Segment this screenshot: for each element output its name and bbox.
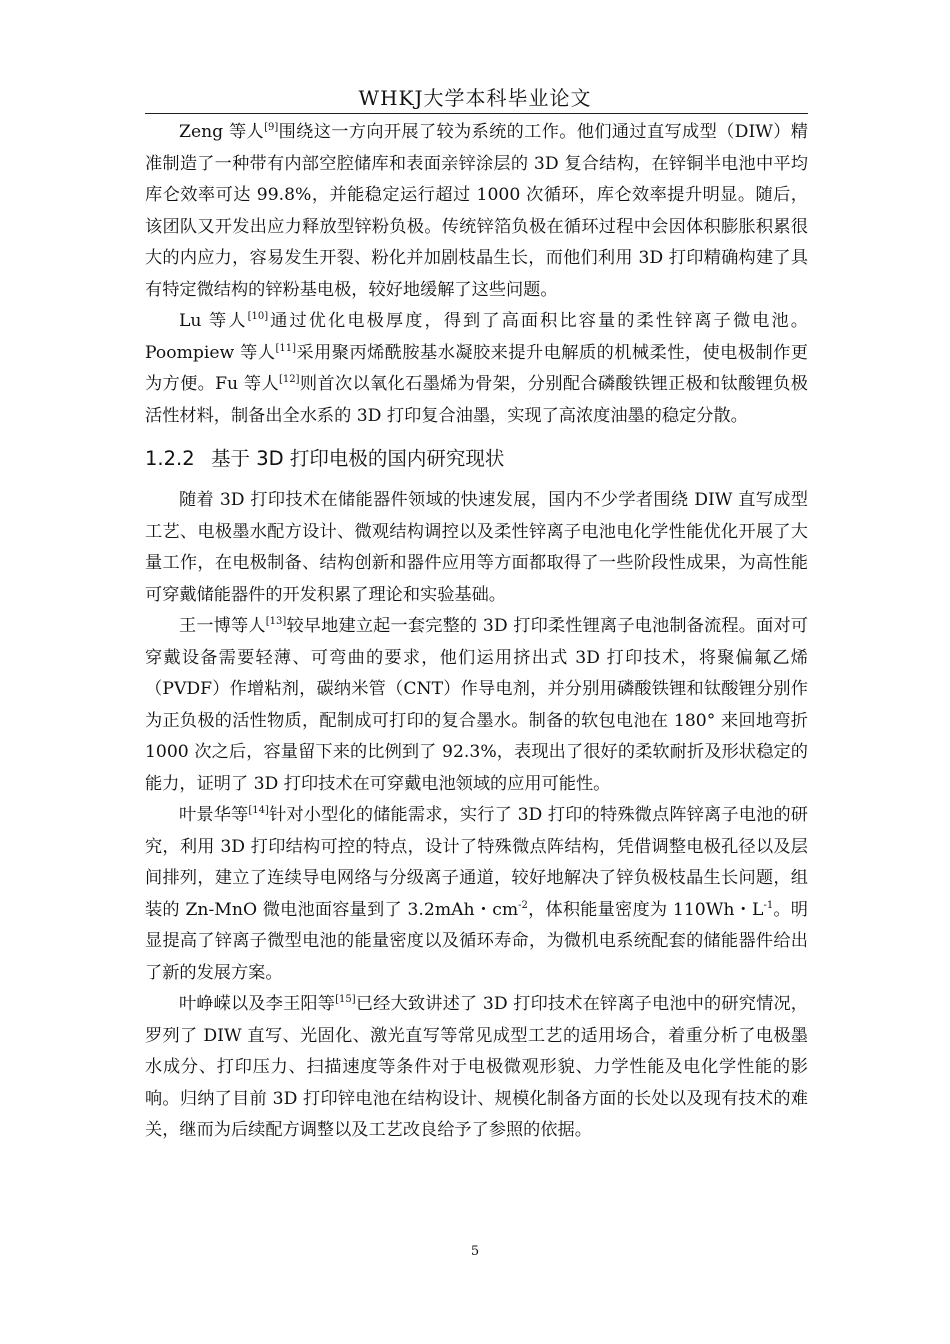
paragraph-text: 叶景华等 <box>179 805 249 825</box>
page-number: 5 <box>470 1244 480 1259</box>
paragraph-text: 采用聚丙烯酰胺基水凝胶来提升电解质的机械柔性，使电极制作更为方便。Fu 等人 <box>145 342 808 394</box>
paragraph-ye-jinghua <box>145 800 808 989</box>
header-divider <box>145 113 808 114</box>
paragraph-text: 。明显提高了锌离子微型电池的能量密度以及循环寿命，为微机电系统配套的储能器件给出了新的发展方案。 <box>145 899 808 983</box>
paragraph-text: 随着 3D 打印技术在储能器件领域的快速发展，国内不少学者围绕 DIW 直写成型工艺、电极墨水配方设计、微观结构调控以及柔性锌离子电池电化学性能优化开展了大量工作，在电极制备、结构创新和器件应用等方面都取得了一些阶段性成果，为高性能可穿戴储能器件的开发积累了理论和实验基础。 <box>145 490 808 605</box>
citation-ref: [9] <box>264 122 279 133</box>
paragraph-text: 通过优化电极厚度，得到了高面积比容量的柔性锌离子微电池。Poompiew 等人 <box>145 311 808 363</box>
paragraph-text: 已经大致讲述了 3D 打印技术在锌离子电池中的研究情况，罗列了 DIW 直写、光固化、激光直写等常见成型工艺的适用场合，着重分析了电极墨水成分、打印压力、扫描速度等条件对于电极微观形貌、力学性能及电化学性能的影响。归纳了目前 3D 打印锌电池在结构设计、规模化制备方面的长处以及现有技术的难关，继而为后续配方调整以及工艺改良给予了参照的依据。 <box>145 994 808 1140</box>
body-text <box>145 117 808 1147</box>
paragraph-wang <box>145 611 808 800</box>
paragraph-domestic-overview <box>145 485 808 611</box>
paragraph-text: ，体积能量密度为 110Wh・L <box>527 899 764 920</box>
citation-ref: [13] <box>265 616 287 627</box>
page-header-title: WHKJ大学本科毕业论文 <box>358 86 592 110</box>
paragraph-text: 针对小型化的储能需求，实行了 3D 打印的特殊微点阵锌离子电池的研究，利用 3D 打印结构可控的特点，设计了特殊微点阵结构，凭借调整电极孔径以及层间排列，建立了连续导电网络与分级离子通道，较好地解决了锌负极枝晶生长问题，组装的 Zn-MnO 微电池面容量到了 3.2mAh・cm <box>145 805 808 920</box>
section-number: 1.2.2 <box>145 447 195 470</box>
unit-exponent: -2 <box>518 899 528 911</box>
paragraph-text: 叶峥嵘以及李王阳等 <box>179 994 336 1014</box>
citation-ref: [10] <box>247 311 269 322</box>
paragraph-text: 则首次以氧化石墨烯为骨架，分别配合磷酸铁锂正极和钛酸锂负极活性材料，制备出全水系的 3D 打印复合油墨，实现了高浓度油墨的稳定分散。 <box>145 374 808 426</box>
paragraph-text: Zeng 等人 <box>179 122 265 142</box>
paragraph-text: 王一博等人 <box>179 616 266 636</box>
citation-ref: [12] <box>279 374 300 385</box>
paragraph-text: 围绕这一方向开展了较为系统的工作。他们通过直写成型（DIW）精准制造了一种带有内部空腔储库和表面亲锌涂层的 3D 复合结构，在锌铜半电池中平均库仑效率可达 99.8%，并能稳定运行超过 1000 次循环，库仑效率提升明显。随后，该团队又开发出应力释放型锌粉负极。传统锌箔负极在循环过程中会因体积膨胀积累很大的内应力，容易发生开裂、粉化并加剧枝晶生长，而他们利用 3D 打印精确构建了具有特定微结构的锌粉基电极，较好地缓解了这些问题。 <box>145 122 808 300</box>
paragraph-text: Lu 等人 <box>179 311 248 331</box>
paragraph-zeng <box>145 117 808 306</box>
paragraph-lu-poompiew-fu <box>145 306 808 432</box>
citation-ref: [15] <box>335 994 356 1005</box>
citation-ref: [11] <box>275 342 297 354</box>
paragraph-text: 较早地建立起一套完整的 3D 打印柔性锂离子电池制备流程。面对可穿戴设备需要轻薄、可弯曲的要求，他们运用挤出式 3D 打印技术，将聚偏氟乙烯（PVDF）作增粘剂，碳纳米管（CNT）作导电剂，并分别用磷酸铁锂和钛酸锂分别作为正负极的活性物质，配制成可打印的复合墨水。制备的软包电池在 180° 来回地弯折 1000 次之后，容量留下来的比例到了 92.3%，表现出了很好的柔软耐折及形状稳定的能力，证明了 3D 打印技术在可穿戴电池领域的应用可能性。 <box>145 616 808 794</box>
unit-exponent: -1 <box>763 899 774 911</box>
citation-ref: [14] <box>248 805 269 816</box>
section-title: 基于 3D 打印电极的国内研究现状 <box>211 447 505 470</box>
section-heading <box>145 443 808 475</box>
paragraph-ye-zhengrong <box>145 989 808 1147</box>
